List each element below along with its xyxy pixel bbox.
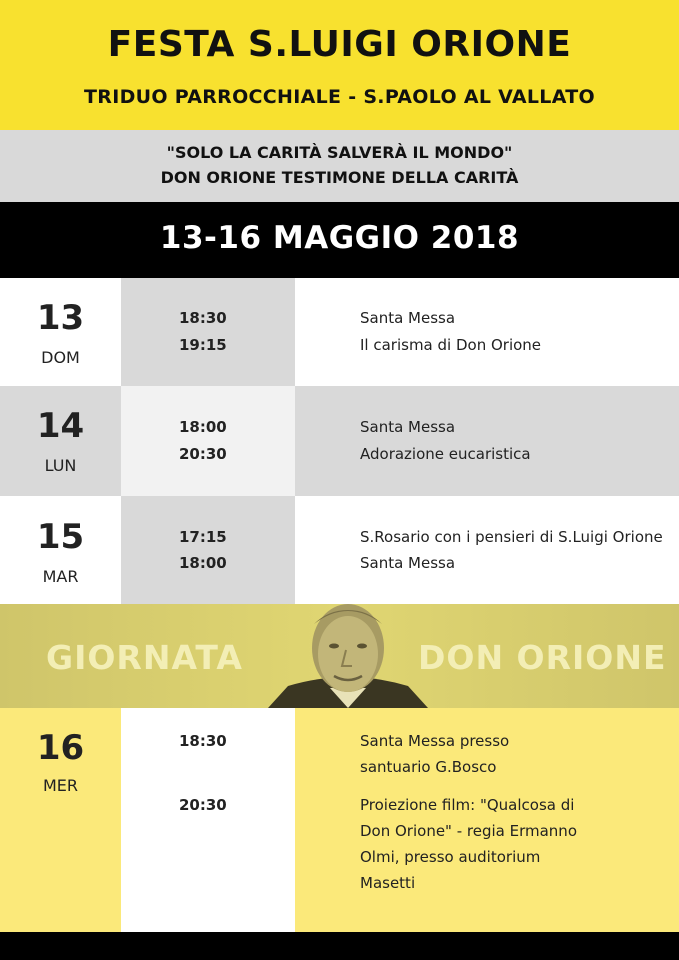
event-cell (295, 496, 679, 604)
don-orione-portrait (268, 604, 428, 708)
event-cell (295, 708, 679, 932)
schedule-row-13 (0, 278, 679, 386)
event-1: Santa Messa presso (360, 732, 510, 750)
day-name: MER (42, 776, 79, 795)
time-1: 18:00 (179, 418, 227, 436)
event-4: Don Orione" - regia Ermanno (360, 822, 577, 840)
day-name: DOM (41, 348, 80, 367)
time-cell (121, 496, 295, 604)
poster-title: FESTA S.LUIGI ORIONE (107, 24, 572, 65)
day-cell (0, 386, 121, 496)
day-name: LUN (44, 456, 77, 475)
day-cell (0, 496, 121, 604)
dates-band (0, 202, 679, 278)
event-2: Il carisma di Don Orione (360, 336, 542, 354)
event-cell (295, 278, 679, 386)
event-2: santuario G.Bosco (360, 758, 497, 776)
time-2: 20:30 (179, 445, 227, 463)
schedule-row-16 (0, 708, 679, 932)
event-1: S.Rosario con i pensieri di S.Luigi Orione (360, 528, 663, 546)
banner-text-left: GIORNATA (46, 638, 243, 677)
day-number: 13 (36, 298, 85, 338)
time-1: 18:30 (179, 309, 227, 327)
time-2: 20:30 (179, 796, 227, 814)
header-band (0, 0, 679, 130)
schedule-row-14 (0, 386, 679, 496)
day-number: 16 (36, 728, 85, 768)
event-6: Masetti (360, 874, 416, 892)
event-2: Adorazione eucaristica (360, 445, 531, 463)
event-2: Santa Messa (360, 554, 456, 572)
event-5: Olmi, presso auditorium (360, 848, 541, 866)
event-cell (295, 386, 679, 496)
day-name: MAR (42, 567, 79, 586)
event-1: Santa Messa (360, 309, 456, 327)
poster-subtitle: TRIDUO PARROCCHIALE - S.PAOLO AL VALLATO (84, 86, 595, 108)
schedule-row-15 (0, 496, 679, 604)
day-number: 15 (36, 517, 85, 557)
time-2: 19:15 (179, 336, 227, 354)
day-number: 14 (36, 406, 85, 446)
time-cell (121, 708, 295, 932)
banner-text-right: DON ORIONE (418, 638, 667, 677)
quote-line-2: DON ORIONE TESTIMONE DELLA CARITÀ (160, 168, 519, 187)
quote-band (0, 130, 679, 202)
footer-band (0, 932, 679, 960)
day-cell (0, 278, 121, 386)
quote-line-1: "SOLO LA CARITÀ SALVERÀ IL MONDO" (166, 143, 513, 162)
day-cell (0, 708, 121, 932)
time-cell (121, 386, 295, 496)
time-2: 18:00 (179, 554, 227, 572)
giornata-banner (0, 604, 679, 708)
time-1: 18:30 (179, 732, 227, 750)
event-3: Proiezione film: "Qualcosa di (360, 796, 575, 814)
time-1: 17:15 (179, 528, 227, 546)
dates-text: 13-16 MAGGIO 2018 (159, 220, 520, 256)
time-cell (121, 278, 295, 386)
event-1: Santa Messa (360, 418, 456, 436)
